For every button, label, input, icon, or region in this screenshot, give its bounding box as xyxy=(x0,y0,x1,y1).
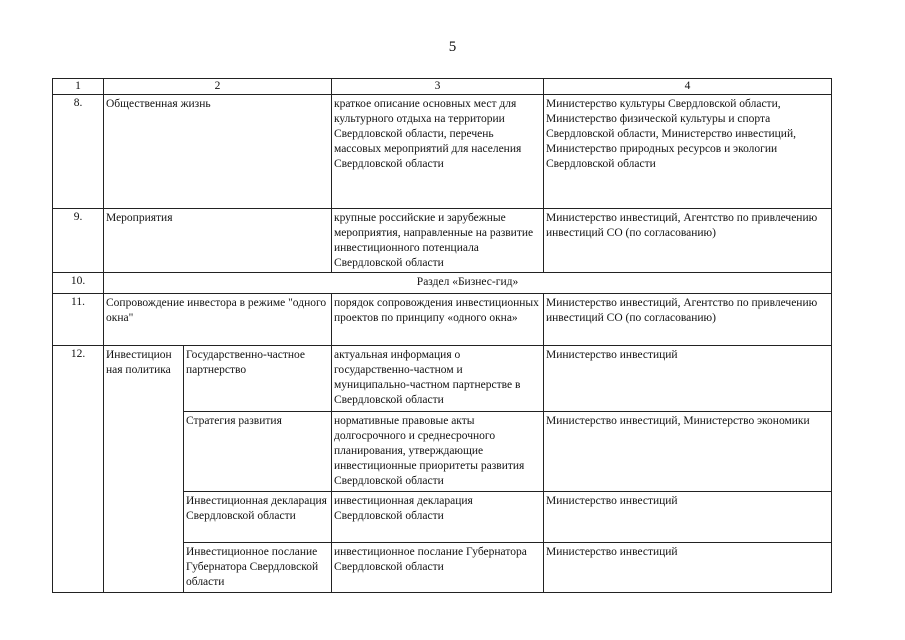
row-description: крупные российские и зарубежные мероприятия, направленные на развитие инвестиционного потенциала Свердловской области xyxy=(332,209,544,273)
section-row xyxy=(53,273,832,294)
section-title: Раздел «Бизнес-гид» xyxy=(104,273,832,294)
subrow-responsible: Министерство инвестиций xyxy=(544,543,832,593)
row-name: Общественная жизнь xyxy=(104,95,332,209)
row-number: 9. xyxy=(53,209,104,273)
row-responsible: Министерство культуры Свердловской области, Министерство физической культуры и спорта Свердловской области, Министерство инвестиций, Министерство природных ресурсов и экологии Свердловской области xyxy=(544,95,832,209)
row-number: 12. xyxy=(53,346,104,593)
row-number: 10. xyxy=(53,273,104,294)
subrow-responsible: Министерство инвестиций xyxy=(544,492,832,543)
row-responsible: Министерство инвестиций, Агентство по привлечению инвестиций СО (по согласованию) xyxy=(544,294,832,346)
document-table xyxy=(52,78,832,593)
row-number: 11. xyxy=(53,294,104,346)
table-header-row xyxy=(53,79,832,95)
header-col-2: 2 xyxy=(104,79,332,95)
table-row xyxy=(53,209,832,273)
subrow-description: инвестиционное послание Губернатора Свердловской области xyxy=(332,543,544,593)
subrow-responsible: Министерство инвестиций, Министерство экономики xyxy=(544,412,832,492)
header-col-4: 4 xyxy=(544,79,832,95)
subrow-description: инвестиционная декларация Свердловской области xyxy=(332,492,544,543)
subrow-name: Инвестиционное послание Губернатора Свердловской области xyxy=(184,543,332,593)
row-description: краткое описание основных мест для культурного отдыха на территории Свердловской области, перечень массовых мероприятий для населения Свердловской области xyxy=(332,95,544,209)
header-col-1: 1 xyxy=(53,79,104,95)
row-name: Сопровождение инвестора в режиме "одного окна" xyxy=(104,294,332,346)
row-number: 8. xyxy=(53,95,104,209)
row-description: порядок сопровождения инвестиционных проектов по принципу «одного окна» xyxy=(332,294,544,346)
subrow-responsible: Министерство инвестиций xyxy=(544,346,832,412)
subrow-description: актуальная информация о государственно-частном и муниципально-частном партнерстве в Свердловской области xyxy=(332,346,544,412)
row-name: Мероприятия xyxy=(104,209,332,273)
subrow-name: Инвестиционная декларация Свердловской области xyxy=(184,492,332,543)
table-row xyxy=(53,95,832,209)
row-responsible: Министерство инвестиций, Агентство по привлечению инвестиций СО (по согласованию) xyxy=(544,209,832,273)
subrow-description: нормативные правовые акты долгосрочного и среднесрочного планирования, утверждающие инвестиционные приоритеты развития Свердловской области xyxy=(332,412,544,492)
group-label: Инвестицион ная политика xyxy=(104,346,184,593)
page-number: 5 xyxy=(448,39,457,55)
header-col-3: 3 xyxy=(332,79,544,95)
subrow-name: Государственно-частное партнерство xyxy=(184,346,332,412)
subrow-name: Стратегия развития xyxy=(184,412,332,492)
table-row xyxy=(53,346,832,412)
table-row xyxy=(53,294,832,346)
